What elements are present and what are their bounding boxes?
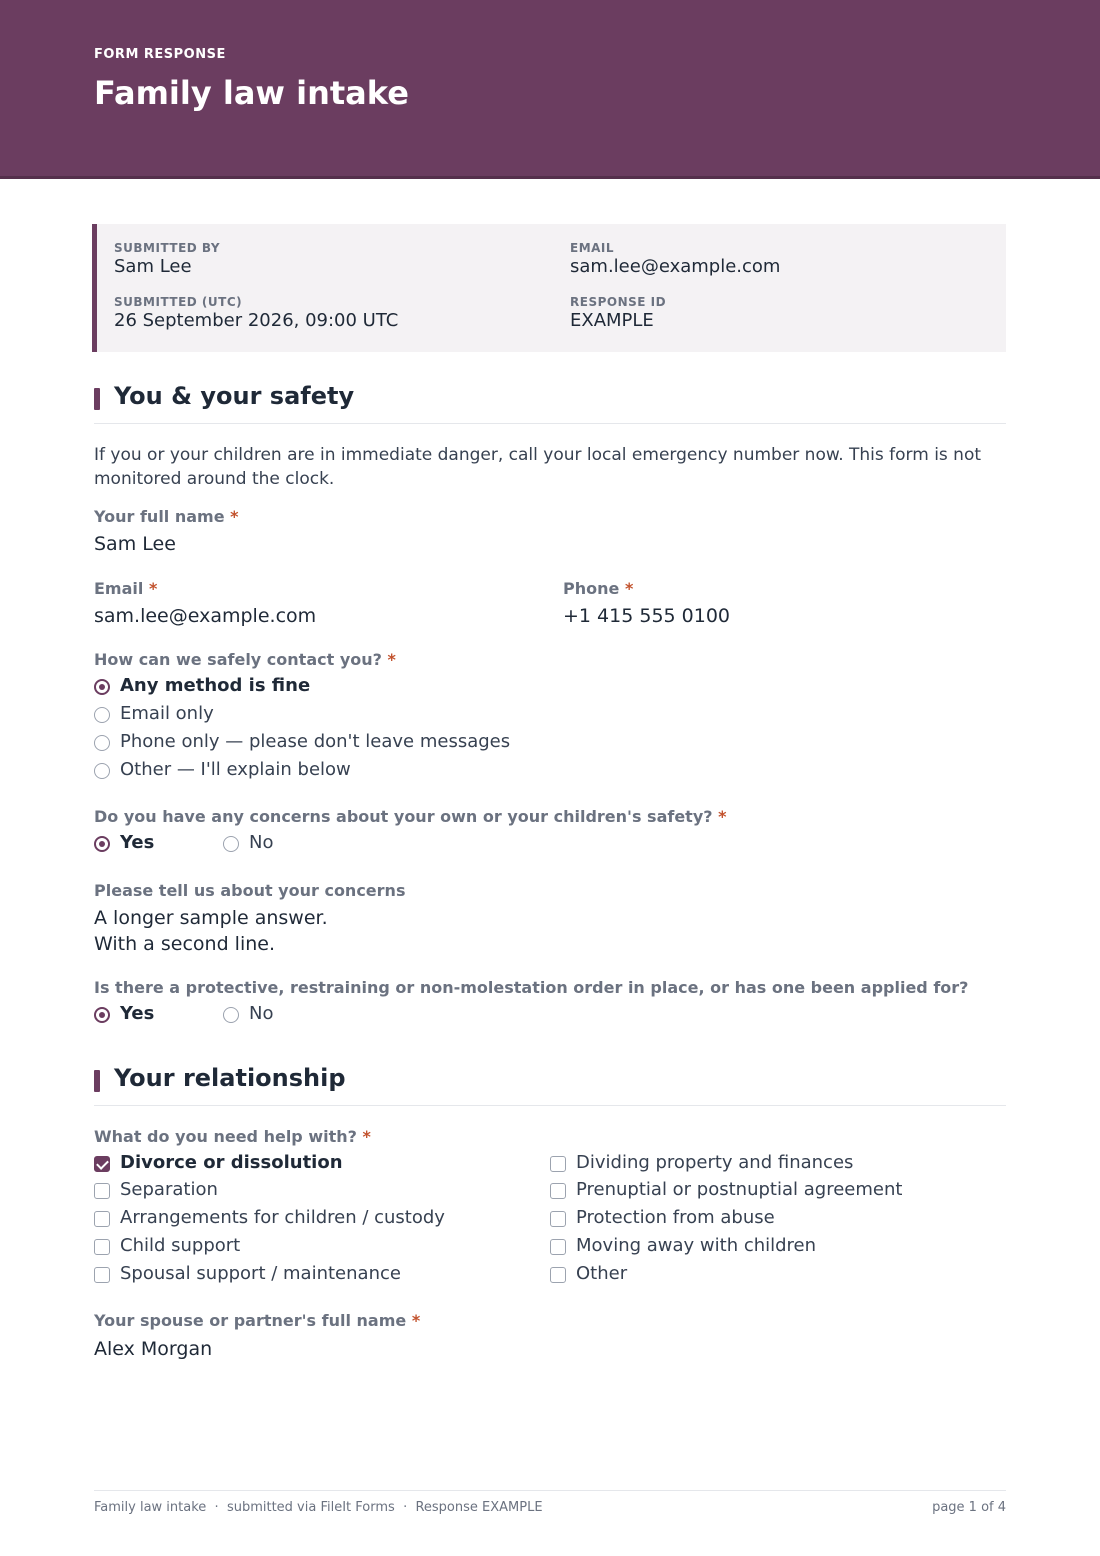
safety-question — [94, 807, 726, 826]
meta-email-value: sam.lee@example.com — [570, 256, 781, 277]
response-id-label: RESPONSE ID — [570, 295, 667, 309]
contact-option-label: Any method is fine — [120, 675, 311, 696]
full-name-question — [94, 507, 239, 526]
submission-meta — [92, 224, 1006, 352]
radio-empty-icon[interactable] — [223, 836, 239, 852]
checkbox-empty-icon[interactable] — [550, 1156, 566, 1172]
page-title: Family law intake — [94, 74, 409, 112]
required-mark: * — [148, 579, 158, 598]
partner-answer: Alex Morgan — [94, 1338, 213, 1360]
required-mark: * — [718, 807, 727, 826]
contact-option-label: Phone only — please don't leave messages — [120, 731, 511, 752]
help-question — [94, 1127, 371, 1146]
header-kicker: FORM RESPONSE — [94, 47, 226, 62]
help-option-label: Spousal support / maintenance — [120, 1263, 401, 1284]
help-option-label: Protection from abuse — [576, 1207, 775, 1228]
checkbox-empty-icon[interactable] — [94, 1267, 110, 1283]
checkbox-empty-icon[interactable] — [94, 1211, 110, 1227]
concerns-label: Please tell us about your concerns — [94, 881, 406, 900]
help-option-label: Divorce or dissolution — [120, 1152, 343, 1173]
email-label: Email — [94, 579, 144, 598]
safety-yes-label: Yes — [120, 832, 155, 853]
submitted-by — [114, 241, 220, 277]
required-mark: * — [230, 507, 239, 526]
checkbox-empty-icon[interactable] — [550, 1183, 566, 1199]
radio-empty-icon[interactable] — [94, 763, 110, 779]
contact-question — [94, 650, 396, 669]
meta-email-label: EMAIL — [570, 241, 615, 255]
checkbox-empty-icon[interactable] — [550, 1211, 566, 1227]
required-mark: * — [624, 579, 634, 598]
required-mark: * — [411, 1311, 421, 1330]
full-name-label: Your full name — [94, 507, 225, 526]
submitted-by-value: Sam Lee — [114, 256, 192, 277]
submitted-utc — [114, 295, 398, 331]
help-option-label: Dividing property and finances — [576, 1152, 854, 1173]
partner-question — [94, 1311, 420, 1330]
checkbox-checked-icon[interactable] — [94, 1156, 110, 1172]
email-answer: sam.lee@example.com — [94, 605, 317, 627]
section-relationship-heading — [94, 1064, 1006, 1106]
radio-empty-icon[interactable] — [94, 707, 110, 723]
submitted-utc-label: SUBMITTED (UTC) — [114, 295, 243, 309]
help-option-label: Prenuptial or postnuptial agreement — [576, 1179, 903, 1200]
submitted-by-label: SUBMITTED BY — [114, 241, 221, 255]
required-mark: * — [362, 1127, 371, 1146]
phone-question — [563, 579, 633, 598]
contact-option-label: Email only — [120, 703, 214, 724]
phone-answer: +1 415 555 0100 — [563, 605, 731, 627]
order-question — [94, 978, 968, 997]
radio-selected-icon[interactable] — [94, 1007, 110, 1023]
meta-email — [570, 241, 780, 277]
response-id — [570, 295, 666, 331]
order-no-label: No — [249, 1003, 274, 1024]
help-option-label: Arrangements for children / custody — [120, 1207, 445, 1228]
checkbox-empty-icon[interactable] — [550, 1239, 566, 1255]
checkbox-empty-icon[interactable] — [550, 1267, 566, 1283]
concerns-answer — [94, 905, 328, 957]
radio-empty-icon[interactable] — [223, 1007, 239, 1023]
help-option-label: Child support — [120, 1235, 241, 1256]
partner-label: Your spouse or partner's full name — [94, 1311, 407, 1330]
safety-label: Do you have any concerns about your own or your children's safety? — [94, 807, 713, 826]
required-mark: * — [387, 650, 396, 669]
section-accent-bar — [94, 388, 100, 410]
phone-label: Phone — [563, 579, 620, 598]
full-name-answer: Sam Lee — [94, 533, 176, 555]
submitted-utc-value: 26 September 2026, 09:00 UTC — [114, 310, 399, 331]
radio-selected-icon[interactable] — [94, 679, 110, 695]
radio-selected-icon[interactable] — [94, 836, 110, 852]
section-accent-bar — [94, 1070, 100, 1092]
section-relationship-title: Your relationship — [114, 1064, 346, 1092]
contact-option-label: Other — I'll explain below — [120, 759, 351, 780]
section-safety-heading — [94, 382, 1006, 424]
contact-label: How can we safely contact you? — [94, 650, 382, 669]
safety-no-label: No — [249, 832, 274, 853]
order-label: Is there a protective, restraining or non-molestation order in place, or has one been applied for? — [94, 978, 969, 997]
section-safety-title: You & your safety — [114, 382, 355, 410]
help-label: What do you need help with? — [94, 1127, 357, 1146]
order-yes-label: Yes — [120, 1003, 155, 1024]
radio-empty-icon[interactable] — [94, 735, 110, 751]
help-option-label: Moving away with children — [576, 1235, 817, 1256]
emergency-notice: If you or your children are in immediate danger, call your local emergency number now. This form is not monitored around the clock. — [94, 445, 982, 489]
footer-page-number: page 1 of 4 — [932, 1500, 1006, 1515]
response-id-value: EXAMPLE — [570, 310, 654, 331]
footer-source: Family law intake · submitted via FileIt Forms · Response EXAMPLE — [94, 1500, 543, 1515]
concerns-line-2: With a second line. — [94, 933, 275, 955]
concerns-line-1: A longer sample answer. — [94, 907, 328, 929]
help-option-label: Other — [576, 1263, 628, 1284]
concerns-question — [94, 881, 405, 900]
page-footer — [94, 1490, 1006, 1515]
help-option-label: Separation — [120, 1179, 218, 1200]
checkbox-empty-icon[interactable] — [94, 1239, 110, 1255]
checkbox-empty-icon[interactable] — [94, 1183, 110, 1199]
email-question — [94, 579, 157, 598]
page-header — [0, 0, 1100, 179]
